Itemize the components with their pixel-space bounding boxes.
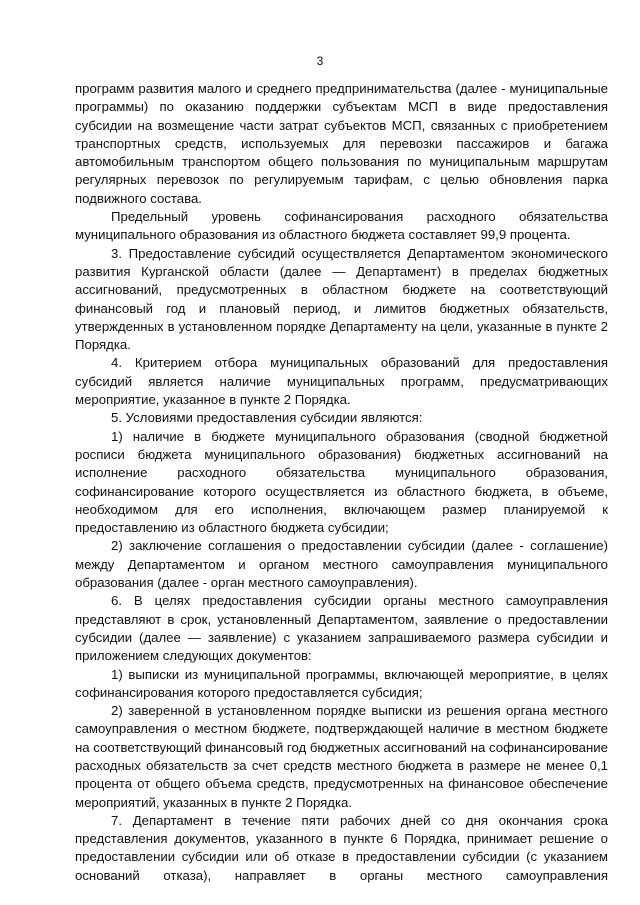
paragraph-cofinancing-level: Предельный уровень софинансирования расходного обязательства муниципального образования из областного бюджета составляет 99,9 процента.: [75, 209, 608, 243]
paragraph-item-5-1: 1) наличие в бюджете муниципального образования (сводной бюджетной росписи бюджета муниципального образования) бюджетных ассигнований на исполнение расходного обязательства муниципального образования, софинансирование которого осуществляется из областного бюджета, в объеме, необходимом для его исполнения, включающем размер планируемой к предоставлению из областного бюджета субсидии;: [75, 428, 608, 536]
paragraph-item-6-1: 1) выписки из муниципальной программы, включающей мероприятие, в целях софинансирования которого предоставляется субсидия;: [75, 666, 608, 700]
paragraph-item-6-2: 2) заверенной в установленном порядке выписки из решения органа местного самоуправления о местном бюджете, подтверждающей наличие в местном бюджете на соответствующий финансовый год бюджетных ассигнований на софинансирование расходных обязательств за счет средств местного бюджета в размере не менее 0,1 процента от общего объема средств, предусмотренных на финансовое обеспечение мероприятий, указанных в пункте 2 Порядка.: [75, 703, 608, 810]
paragraph-item-6: 6. В целях предоставления субсидии органы местного самоуправления представляют в срок, установленный Департаментом, заявление о предоставлении субсидии (далее — заявление) с указанием запрашиваемого размера субсидии и приложением следующих документов:: [75, 593, 608, 664]
paragraph-item-5-2: 2) заключение соглашения о предоставлении субсидии (далее - соглашение) между Департаментом и органом местного самоуправления муниципального образования (далее - орган местного самоуправления).: [75, 538, 608, 591]
paragraph-item-3: 3. Предоставление субсидий осуществляется Департаментом экономического развития Курганской области (далее — Департамент) в пределах бюджетных ассигнований, предусмотренных в областном бюджете на соответствующий финансовый год и плановый период, и лимитов бюджетных обязательств, утвержденных в установленном порядке Департаменту на цели, указанные в пункте 2 Порядка.: [75, 245, 608, 353]
paragraph-item-7: 7. Департамент в течение пяти рабочих дней со дня окончания срока представления документов, указанного в пункте 6 Порядка, принимает решение о предоставлении субсидии или об отказе в предоставлении субсидии (с указанием оснований отказа), направляет в органы местного самоуправления: [75, 812, 608, 883]
paragraph-item-5: 5. Условиями предоставления субсидии являются:: [111, 410, 423, 426]
paragraph-programs-continuation: программ развития малого и среднего предпринимательства (далее - муниципальные программы) по оказанию поддержки субъектам МСП в виде предоставления субсидии на возмещение части затрат субъектов МСП, связанных с приобретением транспортных средств, используемых для перевозки пассажиров и багажа автомобильным транспортом общего пользования по муниципальным маршрутам регулярных перевозок по регулируемым тарифам, с целью обновления парка подвижного состава.: [75, 81, 608, 206]
document-body: [75, 80, 608, 885]
paragraph-item-4: 4. Критерием отбора муниципальных образований для предоставления субсидий является наличие муниципальных программ, предусматривающих мероприятие, указанное в пункте 2 Порядка.: [75, 355, 608, 408]
page-number: 3: [316, 54, 324, 68]
